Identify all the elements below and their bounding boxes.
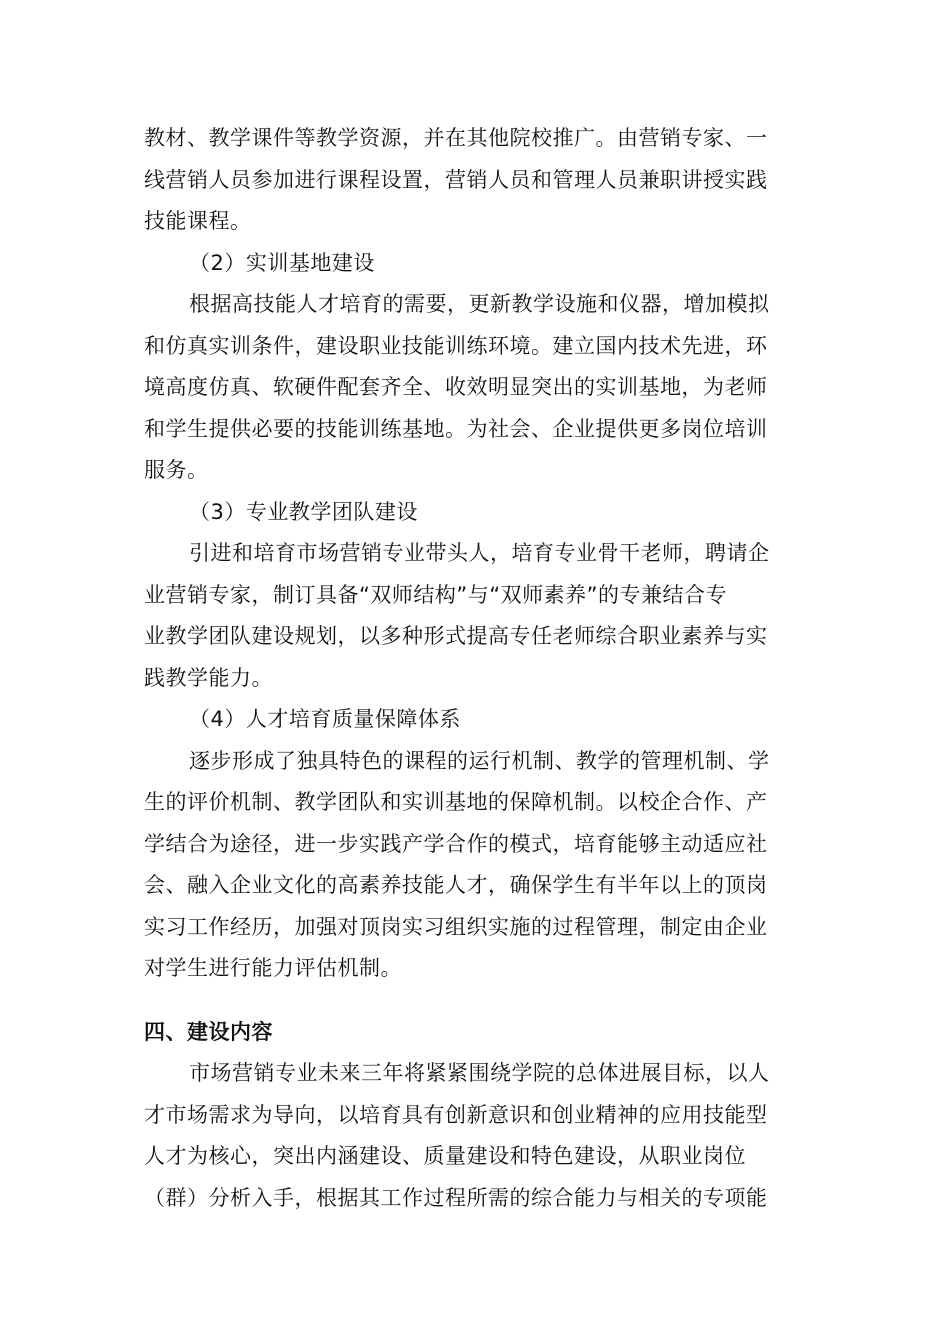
paragraph-line: 业营销专家，制订具备“双师结构”与“双师素养”的专兼结合专 [144, 582, 728, 607]
paragraph-line: 服务。 [144, 458, 209, 482]
paragraph-line: 教材、教学课件等教学资源，并在其他院校推广。由营销专家、一 [144, 126, 768, 150]
paragraph-line: 生的评价机制、教学团队和实训基地的保障机制。以校企合作、产 [144, 790, 768, 814]
paragraph-line: 逐步形成了独具特色的课程的运行机制、教学的管理机制、学 [189, 748, 770, 773]
paragraph-line: 境高度仿真、软硬件配套齐全、收效明显突出的实训基地，为老师 [144, 375, 768, 399]
paragraph-line: 实习工作经历，加强对顶岗实习组织实施的过程管理，制定由企业 [144, 914, 768, 939]
paragraph-line: （群）分析入手，根据其工作过程所需的综合能力与相关的专项能 [144, 1185, 768, 1210]
paragraph-line: 市场营销专业未来三年将紧紧围绕学院的总体进展目标，以人 [189, 1061, 770, 1085]
subsection-title: （4）人才培育质量保障体系 [189, 707, 461, 731]
paragraph-line: 人才为核心，突出内涵建设、质量建设和特色建设，从职业岗位 [144, 1144, 746, 1168]
paragraph-line: 对学生进行能力评估机制。 [144, 956, 402, 980]
paragraph-line: 和仿真实训条件，建设职业技能训练环境。建立国内技术先进，环 [144, 333, 768, 358]
paragraph-line: 根据高技能人才培育的需要，更新教学设施和仪器，增加模拟 [189, 292, 770, 316]
paragraph-line: 线营销人员参加进行课程设置，营销人员和管理人员兼职讲授实践 [144, 167, 768, 192]
paragraph-line: 业教学团队建设规划，以多种形式提高专任老师综合职业素养与实 [144, 624, 768, 648]
paragraph-line: 技能课程。 [144, 209, 252, 233]
paragraph-line: 和学生提供必要的技能训练基地。为社会、企业提供更多岗位培训 [144, 416, 768, 441]
paragraph-line: 才市场需求为导向，以培育具有创新意识和创业精神的应用技能型 [144, 1102, 768, 1127]
paragraph-line: 引进和培育市场营销专业带头人，培育专业骨干老师，聘请企 [189, 541, 770, 565]
paragraph-line: 学结合为途径，进一步实践产学合作的模式，培育能够主动适应社 [144, 831, 768, 856]
paragraph-line: 会、融入企业文化的高素养技能人才，确保学生有半年以上的顶岗 [144, 873, 768, 897]
document-page [144, 118, 814, 1219]
subsection-title: （2）实训基地建设 [189, 250, 375, 275]
section-heading: 四、建设内容 [144, 1019, 273, 1044]
paragraph-line: 践教学能力。 [144, 665, 273, 690]
subsection-title: （3）专业教学团队建设 [189, 499, 418, 524]
